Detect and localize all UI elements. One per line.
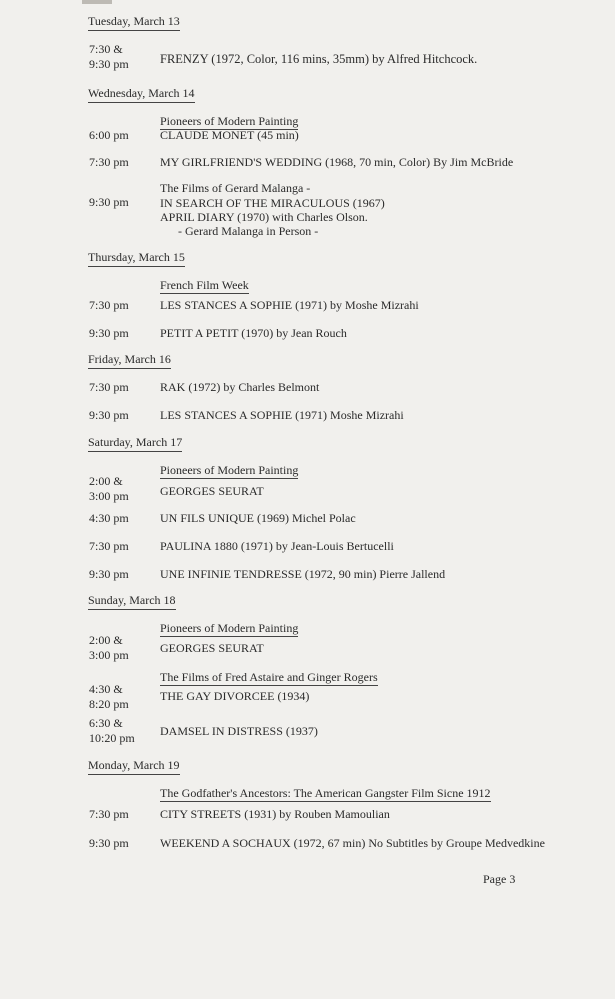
day-heading: Friday, March 16 bbox=[88, 352, 171, 369]
top-edge-mark bbox=[82, 0, 112, 4]
showtime: 9:30 pm bbox=[89, 195, 129, 209]
film-title: DAMSEL IN DISTRESS (1937) bbox=[160, 724, 318, 738]
showtime: 6:00 pm bbox=[89, 128, 129, 142]
showtime: 9:30 pm bbox=[89, 326, 129, 340]
series-note: The Films of Gerard Malanga - bbox=[160, 181, 311, 195]
film-title: CITY STREETS (1931) by Rouben Mamoulian bbox=[160, 807, 390, 821]
showtime: 7:30 pm bbox=[89, 298, 129, 312]
film-title: PAULINA 1880 (1971) by Jean-Louis Bertucelli bbox=[160, 539, 394, 553]
page-number: Page 3 bbox=[483, 872, 516, 886]
showtime: 4:30 pm bbox=[89, 511, 129, 525]
film-title: UNE INFINIE TENDRESSE (1972, 90 min) Pierre Jallend bbox=[160, 567, 446, 581]
film-title: RAK (1972) by Charles Belmont bbox=[160, 380, 320, 394]
showtime: 7:30 pm bbox=[89, 380, 129, 394]
film-title: LES STANCES A SOPHIE (1971) by Moshe Mizrahi bbox=[160, 298, 419, 312]
series-heading: Pioneers of Modern Painting bbox=[160, 463, 299, 477]
film-title: UN FILS UNIQUE (1969) Michel Polac bbox=[160, 511, 356, 525]
showtime: 9:30 pm bbox=[89, 836, 129, 850]
day-heading: Thursday, March 15 bbox=[88, 250, 185, 267]
film-title: GEORGES SEURAT bbox=[160, 641, 264, 655]
day-heading: Monday, March 19 bbox=[88, 758, 180, 775]
film-title: FRENZY (1972, Color, 116 mins, 35mm) by Alfred Hitchcock. bbox=[160, 52, 478, 66]
film-title: APRIL DIARY (1970) with Charles Olson. bbox=[160, 210, 368, 224]
showtime: 9:30 pm bbox=[89, 408, 129, 422]
film-title: IN SEARCH OF THE MIRACULOUS (1967) bbox=[160, 196, 385, 210]
film-title: MY GIRLFRIEND'S WEDDING (1968, 70 min, Color) By Jim McBride bbox=[160, 155, 514, 169]
series-heading: Pioneers of Modern Painting bbox=[160, 114, 299, 128]
showtime: 4:30 & 8:20 pm bbox=[89, 682, 129, 711]
film-title: THE GAY DIVORCEE (1934) bbox=[160, 689, 310, 703]
guest-note: - Gerard Malanga in Person - bbox=[178, 224, 319, 238]
showtime: 2:00 & 3:00 pm bbox=[89, 633, 129, 662]
series-heading: The Films of Fred Astaire and Ginger Rogers bbox=[160, 670, 378, 684]
showtime: 7:30 & 9:30 pm bbox=[89, 42, 129, 71]
day-heading: Tuesday, March 13 bbox=[88, 14, 180, 31]
series-heading: Pioneers of Modern Painting bbox=[160, 621, 299, 635]
showtime: 9:30 pm bbox=[89, 567, 129, 581]
showtime: 7:30 pm bbox=[89, 807, 129, 821]
showtime: 7:30 pm bbox=[89, 539, 129, 553]
series-heading: The Godfather's Ancestors: The American Gangster Film Sicne 1912 bbox=[160, 786, 491, 800]
day-heading: Sunday, March 18 bbox=[88, 593, 176, 610]
film-title: LES STANCES A SOPHIE (1971) Moshe Mizrahi bbox=[160, 408, 404, 422]
film-title: CLAUDE MONET (45 min) bbox=[160, 128, 299, 142]
showtime: 7:30 pm bbox=[89, 155, 129, 169]
showtime: 6:30 & 10:20 pm bbox=[89, 716, 135, 745]
series-heading: French Film Week bbox=[160, 278, 249, 292]
day-heading: Saturday, March 17 bbox=[88, 435, 182, 452]
film-title: GEORGES SEURAT bbox=[160, 484, 264, 498]
showtime: 2:00 & 3:00 pm bbox=[89, 474, 129, 503]
film-title: WEEKEND A SOCHAUX (1972, 67 min) No Subtitles by Groupe Medvedkine bbox=[160, 836, 545, 850]
day-heading: Wednesday, March 14 bbox=[88, 86, 195, 103]
film-title: PETIT A PETIT (1970) by Jean Rouch bbox=[160, 326, 347, 340]
